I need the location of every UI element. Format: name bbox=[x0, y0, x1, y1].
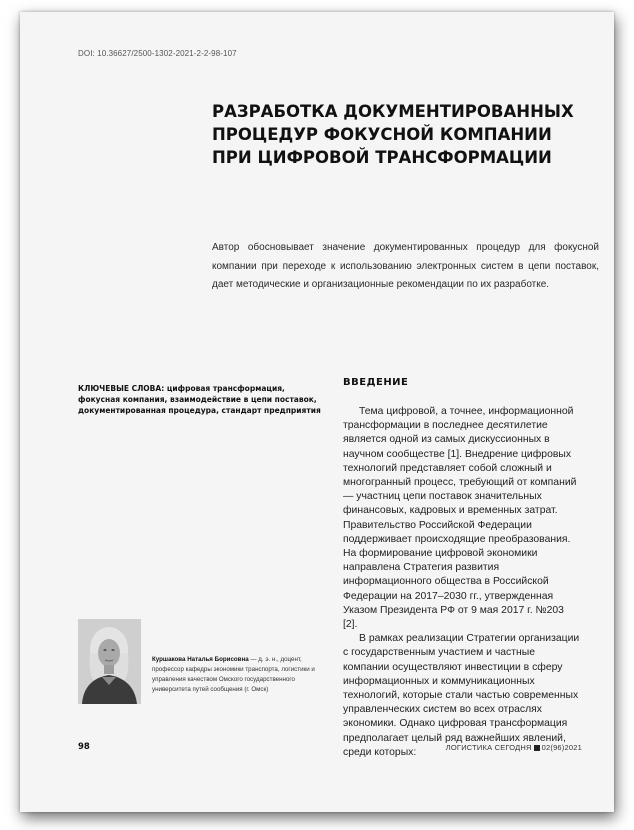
author-description: — д. э. н., доцент, профессор кафедры экономики транспорта, логистики и управления качеством Омского государственного университета путей сообщения (г. Омск) bbox=[152, 656, 315, 693]
journal-footer bbox=[446, 743, 582, 752]
keywords-text: цифровая трансформация, фокусная компания, взаимодействие в цепи поставок, документированная процедура, стандарт предприятия bbox=[78, 384, 321, 415]
title-line: ПРИ ЦИФРОВОЙ ТРАНСФОРМАЦИИ bbox=[212, 148, 552, 167]
journal-issue: 02(96)2021 bbox=[541, 743, 582, 752]
paragraph: В рамках реализации Стратегии организации с государственным участием и частные компании осуществляют инвестиции в сферу информационных и коммуникационных технологий, которые стали частью современных управленческих систем во всех отраслях экономики. Однако цифровая трансформация предполагает целый ряд важнейших явлений, среди которых: bbox=[343, 633, 580, 758]
square-separator-icon bbox=[534, 745, 540, 751]
article-body bbox=[343, 405, 581, 760]
author-name: Куршакова Наталья Борисовна bbox=[152, 656, 249, 663]
journal-name: ЛОГИСТИКА СЕГОДНЯ bbox=[445, 743, 532, 752]
paragraph: Тема цифровой, а точнее, информационной трансформации в последнее десятилетие является одной из самых дискуссионных в научном сообществе [1]. Внедрение цифровых технологий представляет собой сложный и многогранный процесс, требующий от компаний — участниц цепи поставок значительных финансовых, кадровых и временных затрат. Правительство Российской Федерации поддерживает происходящие преобразования. На формирование цифровой экономики направлена Стратегия развития информационного общества в Российской Федерации на 2017–2030 гг., утвержденная Указом Президента РФ от 9 мая 2017 г. №203 [2]. bbox=[343, 406, 577, 631]
section-heading: ВВЕДЕНИЕ bbox=[343, 377, 409, 388]
title-line: РАЗРАБОТКА ДОКУМЕНТИРОВАННЫХ bbox=[212, 102, 574, 121]
author-info bbox=[152, 655, 328, 695]
article-title bbox=[212, 100, 592, 169]
abstract: Автор обосновывает значение документированных процедур для фокусной компании при переходе к использованию электронных систем в цепи поставок, дает методические и организационные рекомендации по их разработке. bbox=[212, 242, 599, 290]
keywords-block bbox=[78, 383, 328, 416]
title-line: ПРОЦЕДУР ФОКУСНОЙ КОМПАНИИ bbox=[212, 125, 552, 144]
author-photo bbox=[78, 619, 141, 704]
author-portrait-icon bbox=[78, 619, 141, 704]
keywords-label: КЛЮЧЕВЫЕ СЛОВА: bbox=[78, 384, 165, 393]
doi-label: DOI: 10.36627/2500-1302-2021-2-2-98-107 bbox=[78, 49, 237, 58]
journal-page bbox=[20, 12, 614, 812]
page-number: 98 bbox=[78, 742, 90, 752]
